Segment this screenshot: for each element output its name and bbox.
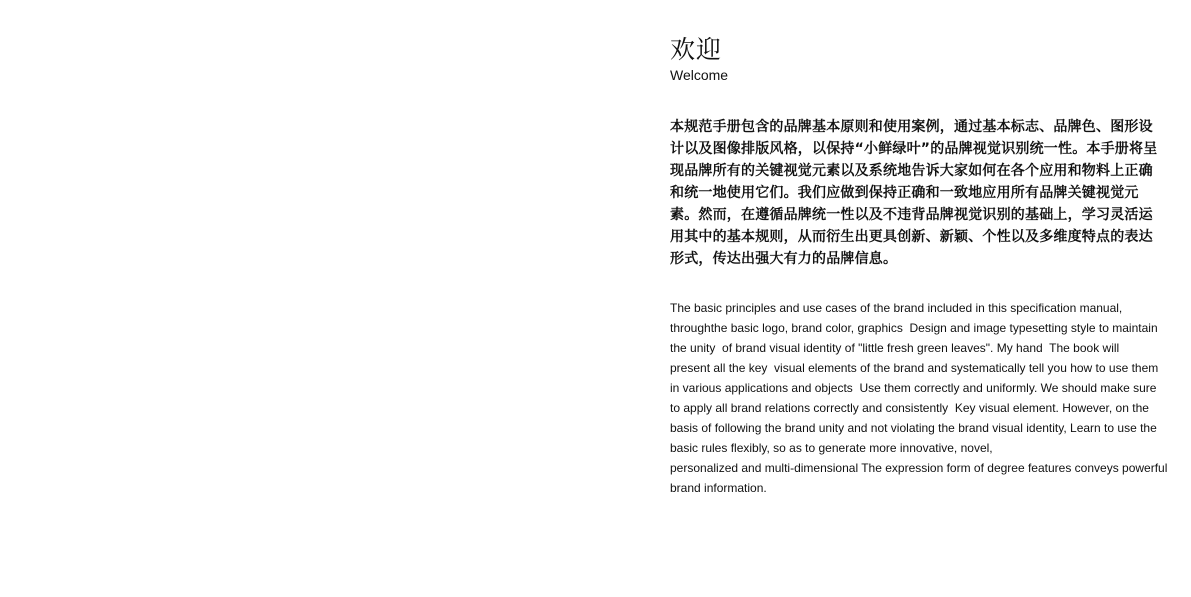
page-title-english: Welcome: [670, 67, 729, 83]
intro-line: present all the key visual elements of the brand and systematically tell you how to use them: [670, 361, 1159, 375]
intro-line: to apply all brand relations correctly and consistently Key visual element. However, on the: [670, 401, 1149, 415]
intro-line: throughthe basic logo, brand color, graphics Design and image typesetting style to maintain: [670, 321, 1158, 335]
intro-line: brand information.: [670, 481, 767, 495]
intro-line: basis of following the brand unity and not violating the brand visual identity, Learn to use the: [670, 421, 1157, 435]
intro-paragraph-chinese: 本规范手册包含的品牌基本原则和使用案例，通过基本标志、品牌色、图形设计以及图像排版风格，以保持“小鲜绿叶”的品牌视觉识别统一性。本手册将呈现品牌所有的关键视觉元素以及系统地告诉大家如何在各个应用和物料上正确和统一地使用它们。我们应做到保持正确和一致地应用所有品牌关键视觉元素。然而，在遵循品牌统一性以及不违背品牌视觉识别的基础上，学习灵活运用其中的基本规则，从而衍生出更具创新、新颖、个性以及多维度特点的表达形式，传达出强大有力的品牌信息。: [670, 119, 1158, 267]
intro-paragraph-english: [670, 298, 1170, 498]
intro-line: personalized and multi-dimensional The expression form of degree features conveys powerful: [670, 461, 1168, 475]
intro-line: basic rules flexibly, so as to generate more innovative, novel,: [670, 441, 993, 455]
welcome-section: [670, 34, 1170, 498]
intro-line: in various applications and objects Use them correctly and uniformly. We should make sure: [670, 381, 1157, 395]
intro-line: the unity of brand visual identity of "little fresh green leaves". My hand The book will: [670, 341, 1120, 355]
intro-line: The basic principles and use cases of the brand included in this specification manual,: [670, 301, 1123, 315]
page-title-chinese: 欢迎: [670, 35, 723, 64]
